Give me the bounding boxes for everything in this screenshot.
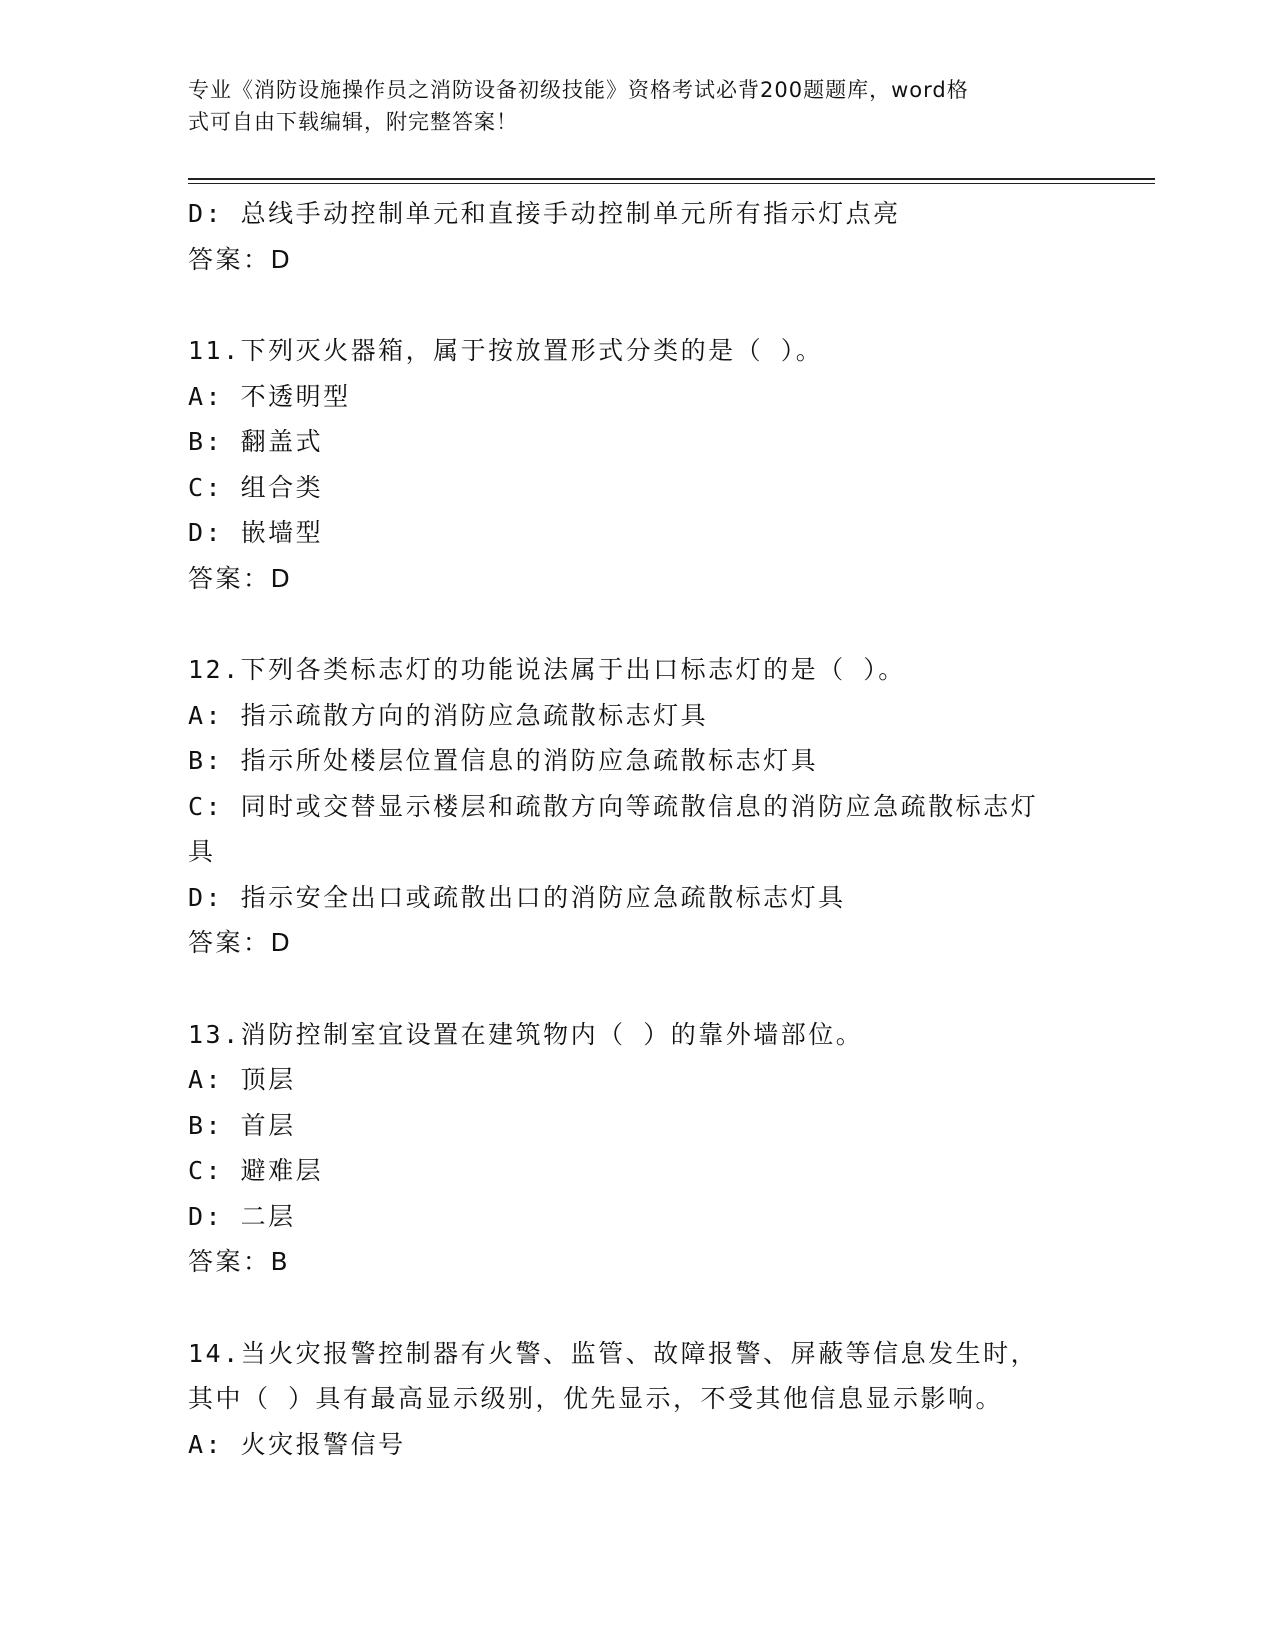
option-a: A: 顶层	[188, 1065, 296, 1094]
option-b: B: 首层	[188, 1110, 296, 1140]
question-list	[188, 191, 1088, 1467]
option-c: C: 组合类	[188, 472, 324, 502]
question-11	[188, 328, 1088, 601]
answer: 答案：D	[188, 244, 293, 274]
option-a: A: 不透明型	[188, 381, 351, 411]
question-stem: 12.下列各类标志灯的功能说法属于出口标志灯的是（ ）。	[188, 655, 906, 684]
option-d: D: 指示安全出口或疏散出口的消防应急疏散标志灯具	[188, 882, 846, 912]
answer: 答案：D	[188, 928, 293, 957]
question-12	[188, 647, 1088, 966]
answer: 答案：D	[188, 563, 293, 593]
option-a: A: 指示疏散方向的消防应急疏散标志灯具	[188, 700, 709, 730]
header-divider-thin	[188, 183, 1155, 184]
option-c-line-2: 具	[188, 837, 216, 866]
option-d: D: 总线手动控制单元和直接手动控制单元所有指示灯点亮	[188, 199, 901, 228]
option-b: B: 指示所处楼层位置信息的消防应急疏散标志灯具	[188, 746, 819, 775]
header-title-line-2: 式可自由下载编辑，附完整答案！	[188, 110, 518, 134]
question-stem: 13.消防控制室宜设置在建筑物内（ ）的靠外墙部位。	[188, 1019, 864, 1049]
option-d: D: 二层	[188, 1201, 296, 1231]
option-c: C: 避难层	[188, 1156, 324, 1185]
answer: 答案：B	[188, 1247, 291, 1276]
spacer	[188, 1285, 1088, 1331]
question-14	[188, 1331, 1088, 1468]
header-divider-thick	[188, 178, 1155, 180]
spacer	[188, 601, 1088, 647]
option-d: D: 嵌墙型	[188, 518, 324, 547]
question-stem: 11.下列灭火器箱，属于按放置形式分类的是（ ）。	[188, 336, 824, 365]
spacer	[188, 966, 1088, 1012]
question-stem-line-2: 其中（ ）具有最高显示级别，优先显示，不受其他信息显示影响。	[188, 1384, 1004, 1413]
document-header	[188, 74, 1068, 138]
question-13	[188, 1012, 1088, 1285]
option-b: B: 翻盖式	[188, 427, 324, 456]
question-stem-line-1: 14.当火灾报警控制器有火警、监管、故障报警、屏蔽等信息发生时，	[188, 1338, 1039, 1368]
header-title-line-1: 专业《消防设施操作员之消防设备初级技能》资格考试必背200题题库，word格	[188, 78, 969, 102]
option-c-line-1: C: 同时或交替显示楼层和疏散方向等疏散信息的消防应急疏散标志灯	[188, 791, 1039, 821]
option-a: A: 火灾报警信号	[188, 1429, 406, 1459]
spacer	[188, 282, 1088, 328]
question-10-tail	[188, 191, 1088, 282]
